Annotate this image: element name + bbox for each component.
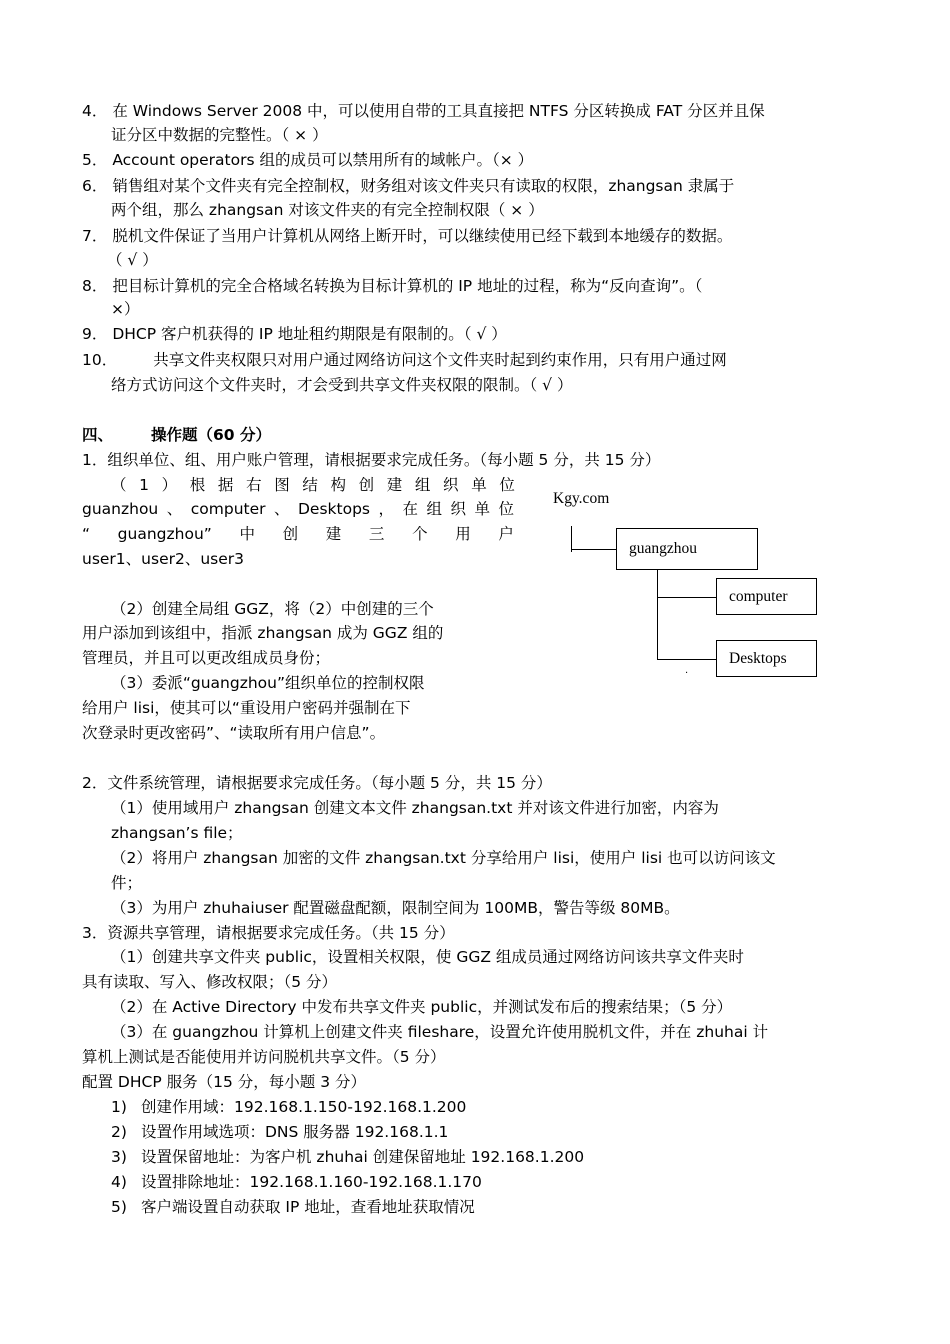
task3-item3-cont: 算机上测试是否能使用并访问脱机共享文件。（5 分） (82, 1048, 446, 1066)
dhcp-item-3: 3) 设置保留地址：为客户机 zhuhai 创建保留地址 192.168.1.200 (111, 1148, 585, 1166)
task2-item1-cont: zhangsan’s file； (111, 824, 243, 842)
judge-item-6: 6． 销售组对某个文件夹有完全控制权，财务组对该文件夹只有读取的权限，zhangsan 隶属于 (82, 177, 735, 195)
task3-item2: （2）在 Active Directory 中发布共享文件夹 public，并测试发布后的搜索结果；（5 分） (111, 998, 733, 1016)
task2-header: 2．文件系统管理，请根据要求完成任务。（每小题 5 分，共 15 分） (82, 774, 552, 792)
task3-header: 3．资源共享管理，请根据要求完成任务。（共 15 分） (82, 924, 455, 942)
judge-item-7: 7． 脱机文件保证了当用户计算机从网络上断开时，可以继续使用已经下载到本地缓存的数据。 (82, 227, 733, 245)
task1-p1-line4: user1、user2、user3 (82, 550, 245, 568)
task1-p2-line2: 用户添加到该组中，指派 zhangsan 成为 GGZ 组的 (82, 624, 444, 642)
task2-item3: （3）为用户 zhuhaiuser 配置磁盘配额，限制空间为 100MB，警告等级 80MB。 (111, 899, 680, 917)
task1-p1-line1: （ 1 ） 根 据 右 图 结 构 创 建 组 织 单 位 (111, 476, 515, 494)
task3-item1-cont: 具有读取、写入、修改权限；（5 分） (82, 973, 338, 991)
task1-p2-line3: 管理员，并且可以更改组成员身份； (82, 649, 331, 667)
dhcp-header: 配置 DHCP 服务（15 分，每小题 3 分） (82, 1073, 366, 1091)
task3-item1: （1）创建共享文件夹 public，设置相关权限，使 GGZ 组成员通过网络访问该共享文件夹时 (111, 948, 744, 966)
judge-item-4-cont: 证分区中数据的完整性。（ × ） (111, 126, 328, 144)
diagram-children-trunk (657, 570, 658, 660)
diagram-child-box-desktops (716, 640, 817, 677)
task2-item2: （2）将用户 zhangsan 加密的文件 zhangsan.txt 分享给用户 lisi，使用户 lisi 也可以访问该文 (111, 849, 776, 867)
task1-p3-line1: （3）委派“guangzhou”组织单位的控制权限 (111, 674, 425, 692)
dhcp-item-2: 2) 设置作用域选项：DNS 服务器 192.168.1.1 (111, 1123, 449, 1141)
task1-header: 1．组织单位、组、用户账户管理，请根据要求完成任务。（每小题 5 分，共 15 分） (82, 451, 661, 469)
task2-item1: （1）使用域用户 zhangsan 创建文本文件 zhangsan.txt 并对该文件进行加密，内容为 (111, 799, 719, 817)
task3-item3: （3）在 guangzhou 计算机上创建文件夹 fileshare，设置允许使用脱机文件，并在 zhuhai 计 (111, 1023, 769, 1041)
judge-item-6-cont: 两个组，那么 zhangsan 对该文件夹的有完全控制权限（ × ） (111, 201, 544, 219)
section-heading: 四、 操作题（60 分） (82, 426, 271, 444)
judge-item-5: 5． Account operators 组的成员可以禁用所有的域帐户。（× ） (82, 151, 534, 169)
judge-item-10: 10． 共享文件夹权限只对用户通过网络访问这个文件夹时起到约束作用，只有用户通过网 (82, 351, 727, 369)
diagram-ou-label: guangzhou (629, 540, 698, 557)
judge-item-10-cont: 络方式访问这个文件夹时，才会受到共享文件夹权限的限制。（ √ ） (111, 376, 573, 394)
dhcp-item-5: 5) 客户端设置自动获取 IP 地址，查看地址获取情况 (111, 1198, 475, 1216)
judge-item-7-cont: （ √ ） (107, 251, 158, 269)
diagram-root-label: Kgy.com (553, 490, 610, 507)
dhcp-item-1: 1) 创建作用域：192.168.1.150-192.168.1.200 (111, 1098, 467, 1116)
task1-p1-line2: guanzhou 、 computer 、 Desktops ， 在 组 织 单 位 (82, 500, 514, 518)
diagram-child-label-computer: computer (729, 588, 788, 605)
task1-p3-line3: 次登录时更改密码”、“读取所有用户信息”。 (82, 724, 386, 742)
task1-p3-line2: 给用户 lisi，使其可以“重设用户密码并强制在下 (82, 699, 411, 717)
diagram-ou-box (616, 528, 758, 570)
judge-item-4: 4． 在 Windows Server 2008 中，可以使用自带的工具直接把 NTFS 分区转换成 FAT 分区并且保 (82, 102, 765, 120)
diagram-child-box-computer (716, 578, 817, 615)
task2-item2-cont: 件； (111, 874, 143, 892)
diagram-dot: . (685, 665, 689, 676)
diagram-child1-connector (657, 597, 716, 598)
diagram-child-label-desktops: Desktops (729, 650, 787, 667)
judge-item-8: 8． 把目标计算机的完全合格域名转换为目标计算机的 IP 地址的过程，称为“反向查询”。（ (82, 277, 703, 295)
task1-p2-line1: （2）创建全局组 GGZ，将（2）中创建的三个 (111, 600, 434, 618)
diagram-ou-connector (571, 549, 616, 550)
judge-item-8-cont: ×） (111, 300, 140, 318)
dhcp-item-4: 4) 设置排除地址：192.168.1.160-192.168.1.170 (111, 1173, 482, 1191)
task1-p1-line3: “ guangzhou” 中 创 建 三 个 用 户 (82, 525, 514, 543)
judge-item-9: 9． DHCP 客户机获得的 IP 地址租约期限是有限制的。（ √ ） (82, 325, 507, 343)
